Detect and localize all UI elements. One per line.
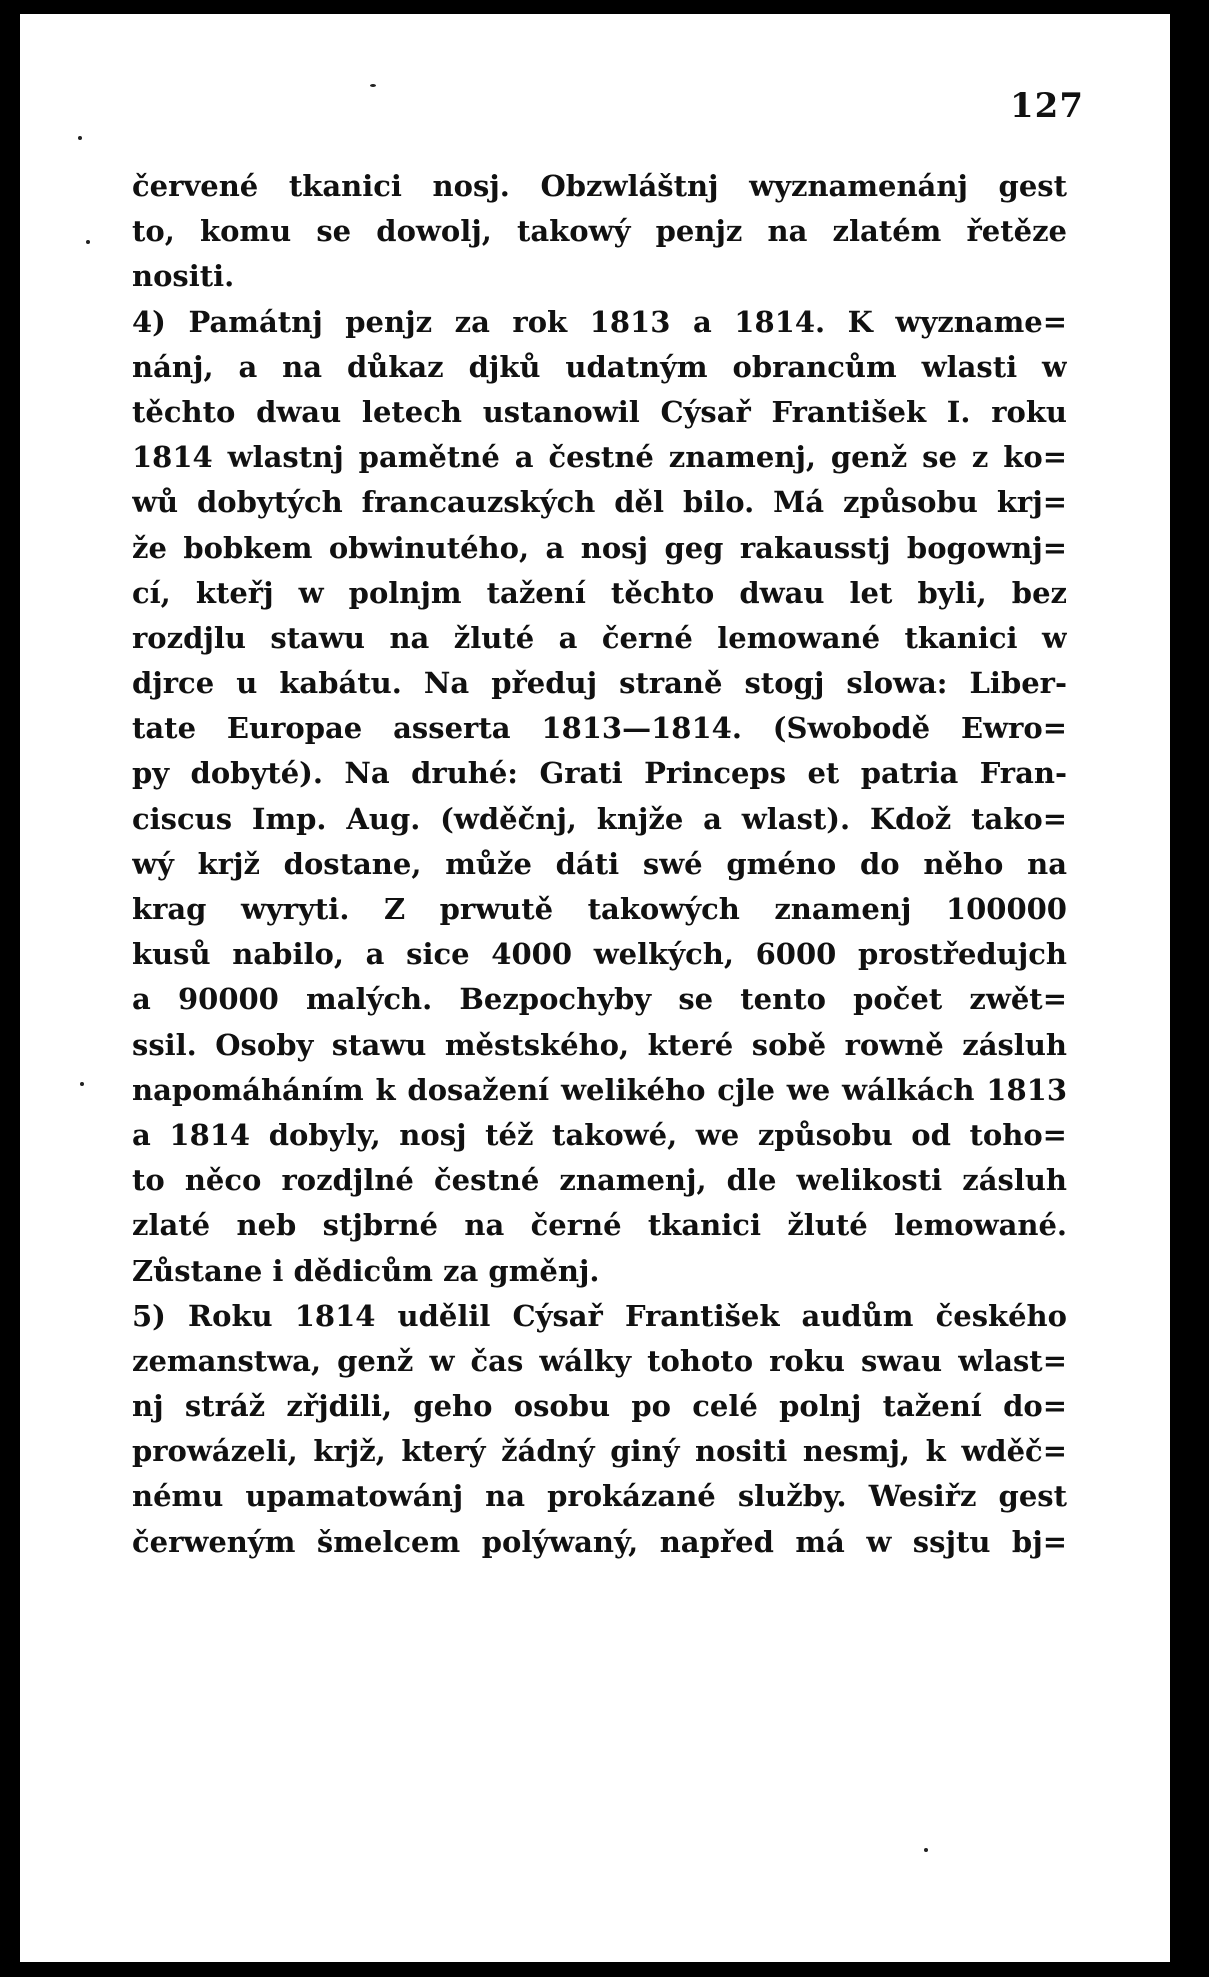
text-line: červené tkanici nosj. Obzwláštnj wyznamenánj gest <box>132 169 1067 203</box>
text-line: že bobkem obwinutého, a nosj geg rakausstj bogownj= <box>132 530 1067 565</box>
text-line: 5) Roku 1814 udělil Cýsař František audům českého <box>132 1298 1067 1333</box>
text-line: těchto dwau letech ustanowil Cýsař František I. roku <box>132 394 1067 429</box>
text-line: to něco rozdjlné čestné znamenj, dle welikosti zásluh <box>132 1163 1067 1198</box>
text-line: tate Europae asserta 1813—1814. (Swobodě Ewro= <box>132 711 1067 746</box>
text-line: kusů nabilo, a sice 4000 welkých, 6000 prostředujch <box>132 937 1067 972</box>
body-text <box>132 164 1067 1565</box>
text-line: nánj, a na důkaz djků udatným obrancům wlasti w <box>132 349 1067 384</box>
text-line: čerweným šmelcem polýwaný, napřed má w ssjtu bj= <box>132 1524 1067 1559</box>
book-page <box>20 14 1170 1962</box>
page-number: 127 <box>1010 86 1084 126</box>
scan-speck <box>370 84 376 87</box>
text-line: napomáháním k dosažení welikého cjle we wálkách 1813 <box>132 1072 1067 1107</box>
text-line: a 1814 dobyly, nosj též takowé, we způsobu od toho= <box>132 1117 1067 1152</box>
text-line: 1814 wlastnj pamětné a čestné znamenj, genž se z ko= <box>132 440 1067 475</box>
text-line: 4) Památnj penjz za rok 1813 a 1814. K wyzname= <box>132 304 1067 339</box>
text-line: zemanstwa, genž w čas wálky tohoto roku swau wlast= <box>132 1343 1067 1378</box>
text-line: prowázeli, krjž, který žádný giný nositi nesmj, k wděč= <box>132 1434 1067 1469</box>
text-line: ciscus Imp. Aug. (wděčnj, knjže a wlast). Kdož tako= <box>132 801 1067 836</box>
scan-speck <box>86 240 90 244</box>
text-line: cí, kteřj w polnjm tažení těchto dwau let byli, bez <box>132 575 1067 610</box>
text-line: krag wyryti. Z prwutě takowých znamenj 100000 <box>132 892 1067 926</box>
text-line: nositi. <box>132 259 235 294</box>
text-line: nému upamatowánj na prokázané služby. Wesiřz gest <box>132 1479 1067 1514</box>
text-line: a 90000 malých. Bezpochyby se tento počet zwět= <box>132 982 1067 1017</box>
text-line: py dobyté). Na druhé: Grati Princeps et patria Fran- <box>132 756 1067 791</box>
text-line: rozdjlu stawu na žluté a černé lemowané tkanici w <box>132 620 1067 655</box>
text-line: to, komu se dowolj, takowý penjz na zlatém řetěze <box>132 214 1067 249</box>
text-line: wý krjž dostane, může dáti swé gméno do něho na <box>132 846 1067 881</box>
text-line: Zůstane i dědicům za gměnj. <box>132 1253 600 1288</box>
text-line: zlaté neb stjbrné na černé tkanici žluté lemowané. <box>132 1208 1067 1243</box>
scan-speck <box>80 1082 84 1086</box>
text-line: wů dobytých francauzských děl bilo. Má způsobu krj= <box>132 485 1067 520</box>
scan-speck <box>78 136 82 140</box>
text-line: nj stráž zřjdili, geho osobu po celé polnj tažení do= <box>132 1389 1067 1424</box>
scan-speck <box>924 1848 928 1852</box>
text-line: ssil. Osoby stawu městského, které sobě rowně zásluh <box>132 1027 1067 1062</box>
text-line: djrce u kabátu. Na předuj straně stogj slowa: Liber- <box>132 666 1067 701</box>
